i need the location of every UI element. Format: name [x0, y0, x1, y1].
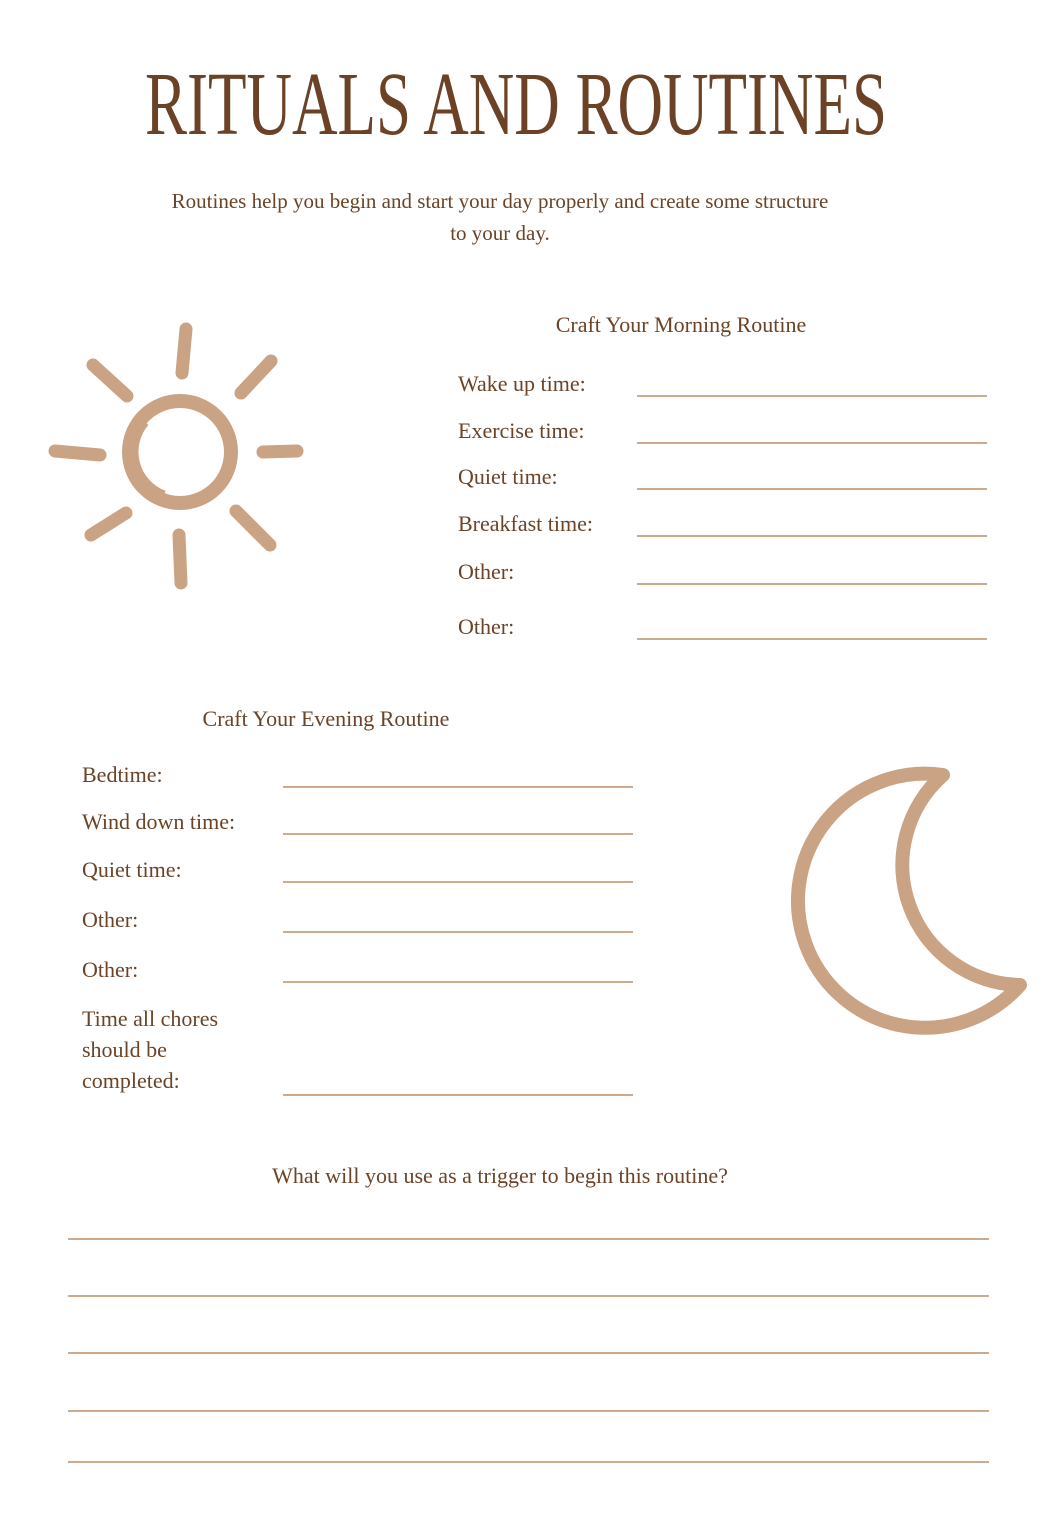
field-row-quiet-time-evening: [82, 853, 633, 883]
field-row-other-2-evening: [82, 953, 633, 983]
other-1-morning-label: Other:: [458, 559, 515, 584]
wake-up-time-input-line[interactable]: [637, 373, 987, 397]
bedtime-input-line[interactable]: [283, 764, 633, 788]
subtitle-line-2: to your day.: [450, 221, 550, 245]
other-2-morning-label: Other:: [458, 614, 515, 639]
wind-down-time-label: Wind down time:: [82, 809, 236, 834]
page-title: RITUALS AND ROUTINES: [144, 55, 887, 154]
field-row-bedtime: [82, 758, 633, 788]
field-row-breakfast-time: [458, 507, 987, 537]
quiet-time-evening-input-line[interactable]: [283, 859, 633, 883]
field-row-wake-up-time: [458, 367, 987, 397]
field-row-other-1-morning: [458, 555, 987, 585]
other-2-evening-label: Other:: [82, 957, 139, 982]
breakfast-time-label: Breakfast time:: [458, 511, 594, 536]
moon-icon: [770, 750, 1050, 1060]
answer-line-3[interactable]: [68, 1352, 989, 1354]
exercise-time-label: Exercise time:: [458, 418, 585, 443]
field-row-exercise-time: [458, 414, 987, 444]
answer-line-5[interactable]: [68, 1461, 989, 1463]
other-2-morning-input-line[interactable]: [637, 616, 987, 640]
trigger-question: What will you use as a trigger to begin this routine?: [272, 1163, 728, 1188]
exercise-time-input-line[interactable]: [637, 420, 987, 444]
other-1-evening-label: Other:: [82, 907, 139, 932]
bedtime-label: Bedtime:: [82, 762, 163, 787]
quiet-time-evening-label: Quiet time:: [82, 857, 182, 882]
answer-line-2[interactable]: [68, 1295, 989, 1297]
evening-routine-heading: Craft Your Evening Routine: [202, 706, 450, 731]
wake-up-time-label: Wake up time:: [458, 371, 586, 396]
page-subtitle: [0, 185, 1000, 249]
field-row-other-1-evening: [82, 903, 633, 933]
field-row-other-2-morning: [458, 610, 987, 640]
subtitle-line-1: Routines help you begin and start your day properly and create some structure: [171, 189, 829, 213]
morning-routine-heading: Craft Your Morning Routine: [555, 312, 807, 337]
field-row-wind-down-time: [82, 805, 633, 835]
quiet-time-morning-input-line[interactable]: [637, 466, 987, 490]
other-1-morning-input-line[interactable]: [637, 561, 987, 585]
sun-icon: [40, 310, 310, 600]
field-row-quiet-time-morning: [458, 460, 987, 490]
wind-down-time-input-line[interactable]: [283, 811, 633, 835]
answer-line-1[interactable]: [68, 1238, 989, 1240]
breakfast-time-input-line[interactable]: [637, 513, 987, 537]
other-1-evening-input-line[interactable]: [283, 909, 633, 933]
chores-completed-input-line[interactable]: [283, 1094, 633, 1096]
answer-line-4[interactable]: [68, 1410, 989, 1412]
chores-completed-label: Time all chores should be completed:: [82, 1006, 219, 1093]
other-2-evening-input-line[interactable]: [283, 959, 633, 983]
quiet-time-morning-label: Quiet time:: [458, 464, 558, 489]
